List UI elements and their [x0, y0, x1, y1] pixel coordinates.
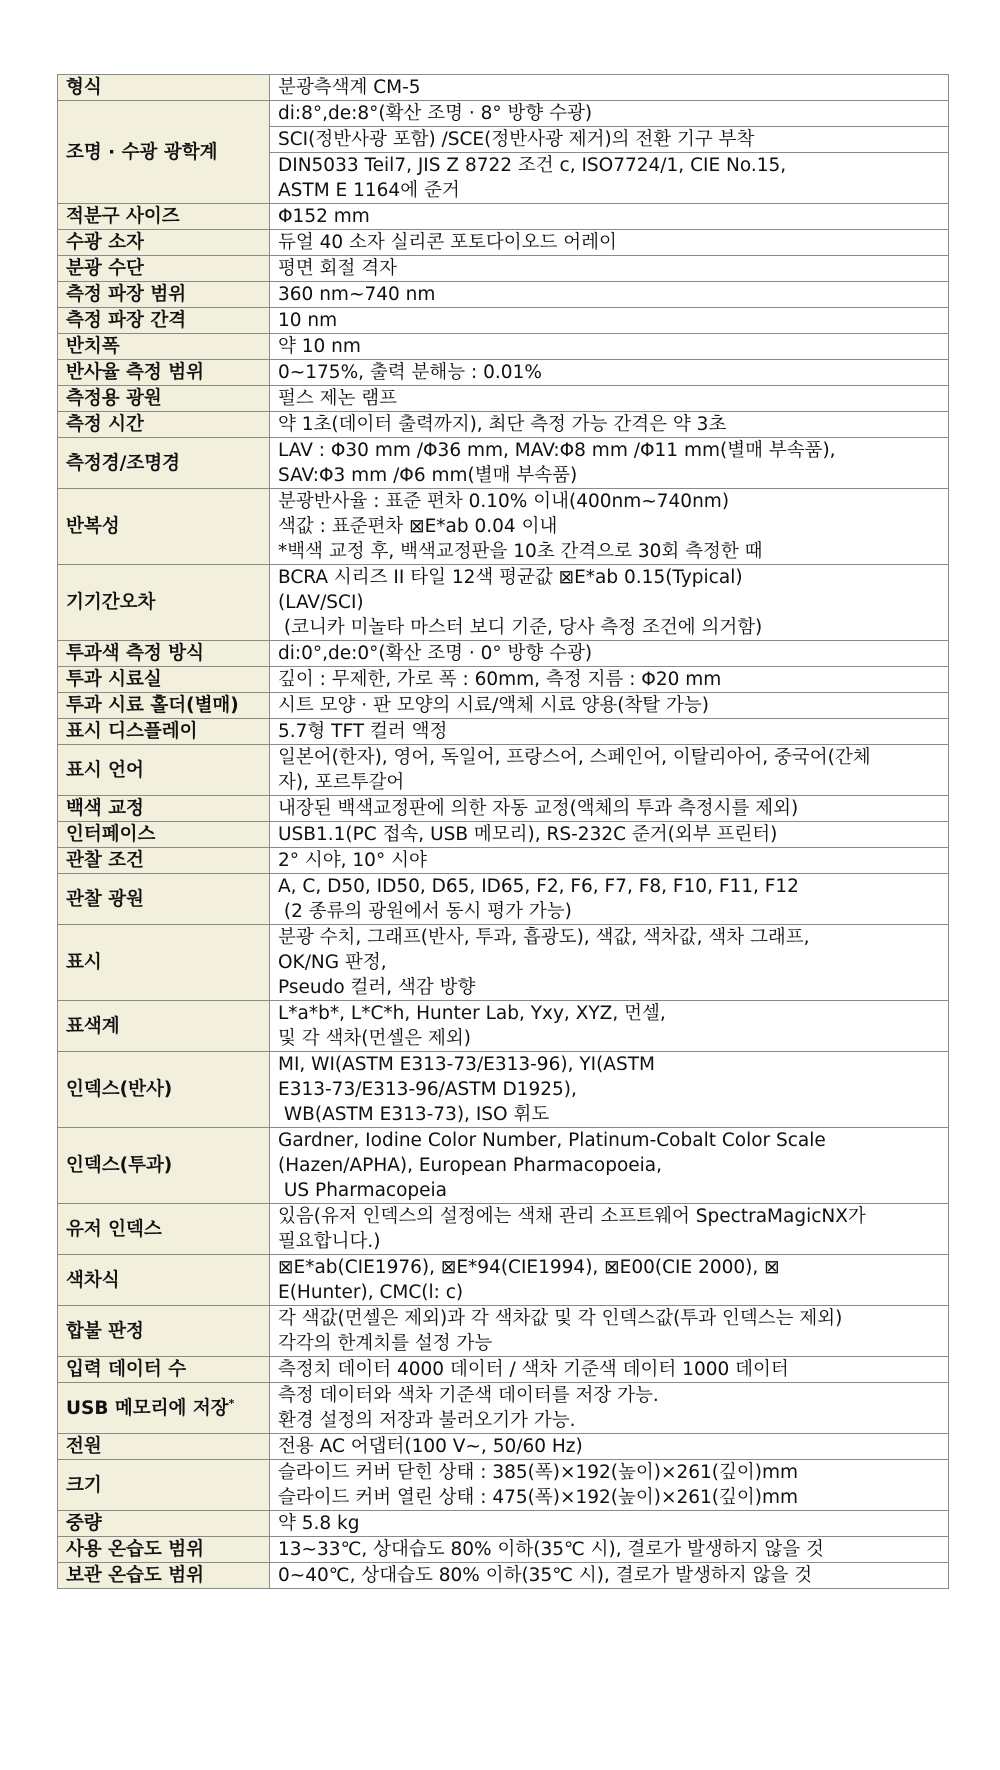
spec-value-line: 일본어(한자), 영어, 독일어, 프랑스어, 스페인어, 이탈리아어, 중국어(간체	[278, 747, 871, 768]
spec-value-line: 분광 수치, 그래프(반사, 투과, 흡광도), 색값, 색차값, 색차 그래프,	[278, 927, 810, 948]
spec-value-line: 0~175%, 출력 분해능 : 0.01%	[278, 362, 542, 383]
spec-row	[58, 745, 949, 796]
spec-value-line: 전용 AC 어댑터(100 V~, 50/60 Hz)	[278, 1436, 583, 1457]
spec-value	[270, 412, 949, 438]
spec-label-text: 조명 · 수광 광학계	[66, 141, 218, 163]
spec-value-line: US Pharmacopeia	[278, 1180, 447, 1201]
spec-value-line: (코니카 미놀타 마스터 보디 기준, 당사 측정 조건에 의거함)	[278, 617, 763, 638]
spec-row	[58, 75, 949, 101]
spec-label	[58, 386, 270, 412]
spec-row	[58, 282, 949, 308]
spec-label	[58, 822, 270, 848]
spec-label	[58, 75, 270, 101]
spec-value-line: (2 종류의 광원에서 동시 평가 가능)	[278, 901, 572, 922]
spec-row	[58, 1434, 949, 1460]
spec-value-line: 내장된 백색교정판에 의한 자동 교정(액체의 투과 측정시를 제외)	[278, 798, 799, 819]
spec-value-line: OK/NG 판정,	[278, 952, 387, 973]
spec-label-text: 적분구 사이즈	[66, 206, 180, 227]
spec-value-line: 및 각 색차(먼셀은 제외)	[278, 1028, 471, 1049]
spec-label	[58, 1563, 270, 1589]
spec-row	[58, 489, 949, 565]
spec-label	[58, 667, 270, 693]
spec-row	[58, 719, 949, 745]
spec-value-line: Φ152 mm	[278, 206, 370, 227]
spec-row	[58, 796, 949, 822]
spec-value-line: 약 10 nm	[278, 336, 361, 357]
spec-value-line: 각 색값(먼셀은 제외)과 각 색차값 및 각 인덱스값(투과 인덱스는 제외)	[278, 1308, 843, 1329]
spec-value-line: WB(ASTM E313-73), ISO 휘도	[278, 1104, 550, 1125]
spec-label	[58, 308, 270, 334]
spec-value-line: E(Hunter), CMC(l: c)	[278, 1282, 464, 1303]
spec-value-line: SAV:Φ3 mm /Φ6 mm(별매 부속품)	[278, 465, 578, 486]
spec-value-line: L*a*b*, L*C*h, Hunter Lab, Yxy, XYZ, 먼셀,	[278, 1003, 666, 1024]
spec-label	[58, 925, 270, 1001]
spec-value	[270, 745, 949, 796]
spec-label-text: 측정 시간	[66, 414, 144, 435]
spec-label	[58, 1204, 270, 1255]
spec-value	[270, 1128, 949, 1204]
spec-value-line: (LAV/SCI)	[278, 592, 364, 613]
spec-value-line: USB1.1(PC 접속, USB 메모리), RS-232C 준거(외부 프린터)	[278, 824, 778, 845]
spec-value	[270, 75, 949, 101]
spec-value	[270, 1537, 949, 1563]
spec-value-line: ASTM E 1164에 준거	[278, 180, 460, 201]
spec-value-line: 약 1초(데이터 출력까지), 최단 측정 가능 간격은 약 3초	[278, 414, 727, 435]
spec-value-line: ⊠E*ab(CIE1976), ⊠E*94(CIE1994), ⊠E00(CIE 2000), ⊠	[278, 1257, 780, 1278]
spec-label	[58, 745, 270, 796]
spec-row	[58, 1204, 949, 1255]
spec-row	[58, 925, 949, 1001]
spec-value-line: 슬라이드 커버 닫힌 상태 : 385(폭)×192(높이)×261(깊이)mm	[278, 1462, 798, 1483]
spec-value-line: E313-73/E313-96/ASTM D1925),	[278, 1079, 577, 1100]
spec-value	[270, 334, 949, 360]
spec-value-line: 깊이 : 무제한, 가로 폭 : 60mm, 측정 지름 : Φ20 mm	[278, 669, 722, 690]
spec-label-text: 표시 언어	[66, 759, 144, 781]
spec-value	[270, 565, 949, 641]
spec-value-line: 측정치 데이터 4000 데이터 / 색차 기준색 데이터 1000 데이터	[278, 1359, 789, 1380]
spec-value-line: 자), 포르투갈어	[278, 772, 405, 793]
spec-value	[270, 874, 949, 925]
spec-label	[58, 334, 270, 360]
spec-value-line: 측정 데이터와 색차 기준색 데이터를 저장 가능.	[278, 1385, 659, 1406]
spec-label-text: 측정 파장 간격	[66, 310, 187, 331]
spec-value-line: 시트 모양 · 판 모양의 시료/액체 시료 양용(착탈 가능)	[278, 695, 710, 716]
spec-label	[58, 1511, 270, 1537]
spec-label-text: 중량	[66, 1513, 102, 1534]
footnote-mark: *	[228, 1396, 235, 1410]
spec-label	[58, 693, 270, 719]
spec-label-text: 측정경/조명경	[66, 452, 180, 474]
spec-value	[270, 1460, 949, 1511]
spec-value-line: SCI(정반사광 포함) /SCE(정반사광 제거)의 전환 기구 부착	[278, 129, 755, 150]
spec-value-line: Pseudo 컬러, 색감 방향	[278, 977, 476, 998]
spec-label	[58, 1306, 270, 1357]
spec-value-line: 색값 : 표준편차 ⊠E*ab 0.04 이내	[278, 516, 558, 537]
spec-label	[58, 848, 270, 874]
spec-value	[270, 489, 949, 565]
spec-value	[270, 386, 949, 412]
spec-table	[57, 74, 949, 1589]
spec-label	[58, 360, 270, 386]
spec-label-text: 수광 소자	[66, 232, 144, 253]
spec-row	[58, 1537, 949, 1563]
spec-row	[58, 204, 949, 230]
spec-row	[58, 1460, 949, 1511]
spec-value	[270, 101, 949, 127]
spec-value-line: A, C, D50, ID50, D65, ID65, F2, F6, F7, F8, F10, F11, F12	[278, 876, 799, 897]
spec-row	[58, 1383, 949, 1434]
spec-label	[58, 256, 270, 282]
spec-value	[270, 667, 949, 693]
spec-value	[270, 127, 949, 153]
spec-value-line: *백색 교정 후, 백색교정판을 10초 간격으로 30회 측정한 때	[278, 541, 763, 562]
spec-table-body	[58, 75, 949, 1589]
spec-row	[58, 1052, 949, 1128]
spec-label-text: 관찰 광원	[66, 888, 144, 910]
spec-label-text: 사용 온습도 범위	[66, 1539, 204, 1560]
spec-value	[270, 925, 949, 1001]
spec-label-text: 표시 디스플레이	[66, 721, 198, 742]
spec-value-line: DIN5033 Teil7, JIS Z 8722 조건 c, ISO7724/1, CIE No.15,	[278, 155, 787, 176]
spec-label	[58, 1255, 270, 1306]
spec-row	[58, 230, 949, 256]
spec-label	[58, 1357, 270, 1383]
spec-row	[58, 101, 949, 127]
spec-label	[58, 412, 270, 438]
spec-row	[58, 334, 949, 360]
spec-label-text: 반복성	[66, 516, 120, 537]
spec-value	[270, 1357, 949, 1383]
spec-label-text: 인덱스(반사)	[66, 1079, 173, 1100]
spec-row	[58, 1306, 949, 1357]
spec-label-text: 반사율 측정 범위	[66, 362, 204, 383]
spec-label-text: 백색 교정	[66, 798, 144, 819]
spec-value-line: 분광반사율 : 표준 편차 0.10% 이내(400nm~740nm)	[278, 491, 730, 512]
spec-value-line: 슬라이드 커버 열린 상태 : 475(폭)×192(높이)×261(깊이)mm	[278, 1487, 798, 1508]
spec-label-text: 투과 시료 홀더(별매)	[66, 695, 239, 716]
spec-label-text: 투과 시료실	[66, 669, 162, 690]
spec-row	[58, 1511, 949, 1537]
spec-label-text: 보관 온습도 범위	[66, 1565, 204, 1586]
spec-label-text: 인터페이스	[66, 824, 156, 845]
spec-value	[270, 1306, 949, 1357]
spec-label-text: 투과색 측정 방식	[66, 643, 204, 664]
spec-row	[58, 848, 949, 874]
spec-label	[58, 438, 270, 489]
spec-row	[58, 1563, 949, 1589]
spec-row	[58, 1128, 949, 1204]
spec-label-text: 표색계	[66, 1015, 120, 1037]
spec-value	[270, 1563, 949, 1589]
spec-label	[58, 796, 270, 822]
spec-row	[58, 438, 949, 489]
spec-label-text: 관찰 조건	[66, 850, 144, 871]
spec-label	[58, 1383, 270, 1434]
spec-value-line: 약 5.8 kg	[278, 1513, 360, 1534]
spec-label	[58, 719, 270, 745]
spec-value	[270, 1255, 949, 1306]
spec-value-line: Gardner, Iodine Color Number, Platinum-Cobalt Color Scale	[278, 1130, 826, 1151]
spec-value-line: 2° 시야, 10° 시야	[278, 850, 427, 871]
spec-value-line: 펄스 제논 램프	[278, 388, 397, 409]
spec-value	[270, 256, 949, 282]
spec-label-text: 분광 수단	[66, 258, 144, 279]
spec-label-text: 합불 판정	[66, 1320, 144, 1342]
spec-value	[270, 308, 949, 334]
spec-value	[270, 1204, 949, 1255]
spec-value-line: LAV : Φ30 mm /Φ36 mm, MAV:Φ8 mm /Φ11 mm(별매 부속품),	[278, 440, 836, 461]
spec-label-text: 전원	[66, 1436, 102, 1457]
spec-label	[58, 101, 270, 204]
spec-value	[270, 360, 949, 386]
spec-value	[270, 1434, 949, 1460]
spec-value	[270, 1001, 949, 1052]
spec-label-text: 측정용 광원	[66, 388, 162, 409]
spec-value-line: di:0°,de:0°(확산 조명 · 0° 방향 수광)	[278, 643, 593, 664]
spec-row	[58, 308, 949, 334]
spec-label	[58, 641, 270, 667]
spec-label-text: 반치폭	[66, 336, 120, 357]
spec-value-line: di:8°,de:8°(확산 조명 · 8° 방향 수광)	[278, 103, 593, 124]
spec-value	[270, 796, 949, 822]
spec-row	[58, 1001, 949, 1052]
spec-row	[58, 256, 949, 282]
spec-value-line: 360 nm~740 nm	[278, 284, 436, 305]
spec-value	[270, 282, 949, 308]
spec-row	[58, 641, 949, 667]
spec-label-text: 표시	[66, 952, 102, 973]
spec-label-text: 크기	[66, 1474, 102, 1496]
spec-value-line: 0~40℃, 상대습도 80% 이하(35℃ 시), 결로가 발생하지 않을 것	[278, 1565, 813, 1586]
spec-value	[270, 204, 949, 230]
spec-label	[58, 1128, 270, 1204]
spec-value	[270, 822, 949, 848]
spec-value	[270, 1383, 949, 1434]
spec-label-text: 인덱스(투과)	[66, 1155, 173, 1176]
spec-label	[58, 204, 270, 230]
spec-value	[270, 1052, 949, 1128]
spec-value	[270, 848, 949, 874]
spec-row	[58, 667, 949, 693]
spec-label	[58, 1434, 270, 1460]
spec-value	[270, 153, 949, 204]
spec-label-text: 입력 데이터 수	[66, 1359, 187, 1380]
spec-row	[58, 1357, 949, 1383]
spec-value-line: 듀얼 40 소자 실리콘 포토다이오드 어레이	[278, 232, 617, 253]
spec-row	[58, 693, 949, 719]
spec-row	[58, 412, 949, 438]
spec-label	[58, 874, 270, 925]
spec-value-line: 분광측색계 CM-5	[278, 77, 421, 98]
spec-row	[58, 386, 949, 412]
spec-value	[270, 230, 949, 256]
spec-label	[58, 1052, 270, 1128]
spec-value-line: 필요합니다.)	[278, 1231, 381, 1252]
spec-value-line: 13~33℃, 상대습도 80% 이하(35℃ 시), 결로가 발생하지 않을 것	[278, 1539, 824, 1560]
spec-value	[270, 1511, 949, 1537]
spec-label	[58, 230, 270, 256]
spec-label-text: 유저 인덱스	[66, 1218, 162, 1240]
spec-value-line: 10 nm	[278, 310, 338, 331]
spec-value-line: 있음(유저 인덱스의 설정에는 색채 관리 소프트웨어 SpectraMagicNX가	[278, 1206, 866, 1227]
spec-value-line: MI, WI(ASTM E313-73/E313-96), YI(ASTM	[278, 1054, 655, 1075]
spec-value-line: 각각의 한계치를 설정 가능	[278, 1333, 493, 1354]
spec-row	[58, 822, 949, 848]
spec-row	[58, 565, 949, 641]
spec-label-text: 형식	[66, 77, 102, 98]
spec-label-text: 기기간오차	[66, 592, 156, 613]
spec-label-text: USB 메모리에 저장	[66, 1397, 229, 1419]
spec-value	[270, 693, 949, 719]
spec-value	[270, 438, 949, 489]
spec-value	[270, 719, 949, 745]
spec-label	[58, 565, 270, 641]
spec-label	[58, 282, 270, 308]
spec-label	[58, 489, 270, 565]
spec-row	[58, 1255, 949, 1306]
spec-value-line: 5.7형 TFT 컬러 액정	[278, 721, 448, 742]
spec-label	[58, 1460, 270, 1511]
spec-value	[270, 641, 949, 667]
spec-row	[58, 360, 949, 386]
spec-value-line: BCRA 시리즈 II 타일 12색 평균값 ⊠E*ab 0.15(Typical)	[278, 567, 743, 588]
spec-value-line: (Hazen/APHA), European Pharmacopoeia,	[278, 1155, 663, 1176]
spec-value-line: 환경 설정의 저장과 불러오기가 가능.	[278, 1410, 576, 1431]
spec-value-line: 평면 회절 격자	[278, 258, 397, 279]
spec-label-text: 색차식	[66, 1269, 120, 1291]
spec-label-text: 측정 파장 범위	[66, 284, 187, 305]
spec-row	[58, 874, 949, 925]
spec-label	[58, 1001, 270, 1052]
spec-label	[58, 1537, 270, 1563]
